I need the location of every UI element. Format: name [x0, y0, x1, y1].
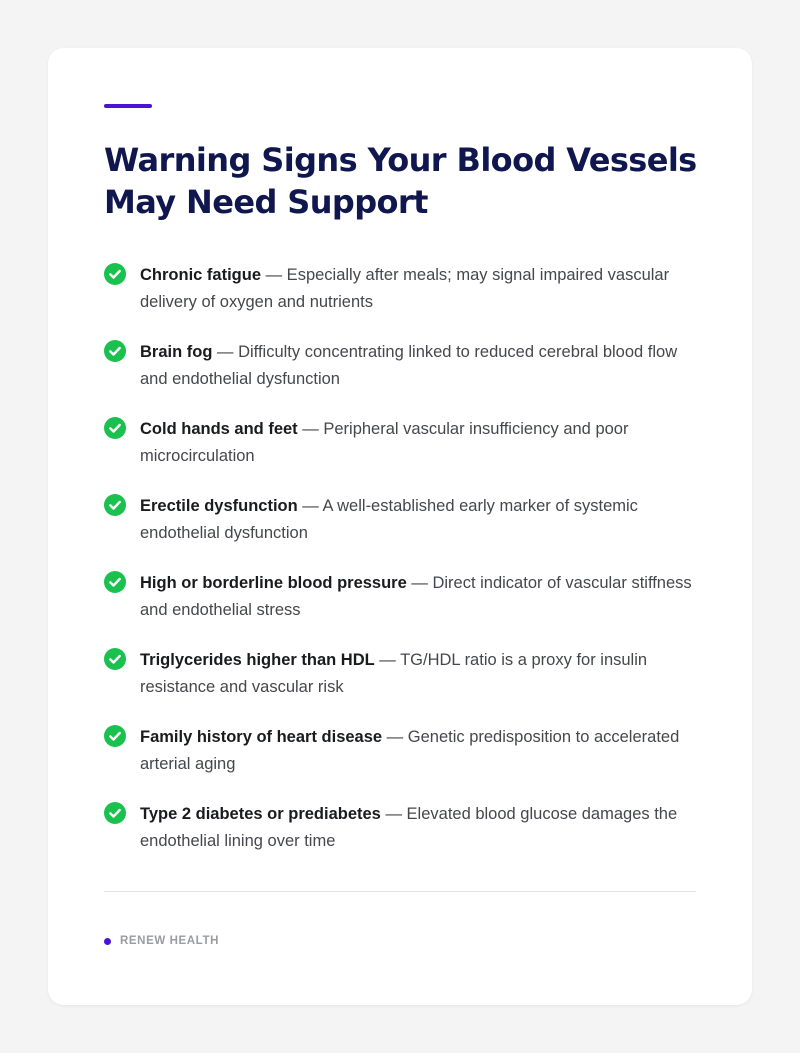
list-item [104, 493, 696, 570]
list-item [104, 647, 696, 724]
page-title: Warning Signs Your Blood Vessels May Need Support [104, 141, 697, 221]
item-term: Chronic fatigue [140, 266, 262, 284]
footer [104, 932, 219, 950]
accent-bar [104, 104, 152, 108]
item-description: — Especially after meals; may signal impaired vascular delivery of oxygen and nutrients [140, 266, 670, 311]
warning-signs-list [104, 262, 696, 878]
item-description: — Difficulty concentrating linked to reduced cerebral blood flow and endothelial dysfunction [140, 343, 678, 388]
check-circle-icon [104, 725, 126, 747]
item-text [140, 339, 696, 393]
item-description: — Direct indicator of vascular stiffness and endothelial stress [140, 574, 692, 619]
item-text [140, 724, 696, 778]
item-text [140, 801, 696, 855]
item-text [140, 493, 696, 547]
divider [104, 891, 696, 892]
dot-icon [104, 938, 111, 945]
list-item [104, 801, 696, 878]
check-circle-icon [104, 494, 126, 516]
check-circle-icon [104, 648, 126, 670]
item-term: Type 2 diabetes or prediabetes [140, 805, 381, 823]
item-description: — TG/HDL ratio is a proxy for insulin resistance and vascular risk [140, 651, 648, 696]
check-circle-icon [104, 802, 126, 824]
check-circle-icon [104, 340, 126, 362]
item-term: High or borderline blood pressure [140, 574, 407, 592]
item-term: Triglycerides higher than HDL [140, 651, 375, 669]
item-description: — Elevated blood glucose damages the endothelial lining over time [140, 805, 678, 850]
item-term: Erectile dysfunction [140, 497, 298, 515]
item-term: Cold hands and feet [140, 420, 298, 438]
content-card [48, 48, 752, 1005]
item-text [140, 647, 696, 701]
check-circle-icon [104, 263, 126, 285]
item-text [140, 570, 696, 624]
item-term: Family history of heart disease [140, 728, 383, 746]
check-circle-icon [104, 417, 126, 439]
check-circle-icon [104, 571, 126, 593]
list-item [104, 416, 696, 493]
item-text [140, 416, 696, 470]
item-description: — Peripheral vascular insufficiency and poor microcirculation [140, 420, 629, 465]
item-term: Brain fog [140, 343, 213, 361]
item-description: — Genetic predisposition to accelerated arterial aging [140, 728, 680, 773]
list-item [104, 570, 696, 647]
item-description: — A well-established early marker of systemic endothelial dysfunction [140, 497, 638, 542]
list-item [104, 339, 696, 416]
list-item [104, 262, 696, 339]
item-text [140, 262, 696, 316]
list-item [104, 724, 696, 801]
brand-label: RENEW HEALTH [120, 935, 219, 947]
